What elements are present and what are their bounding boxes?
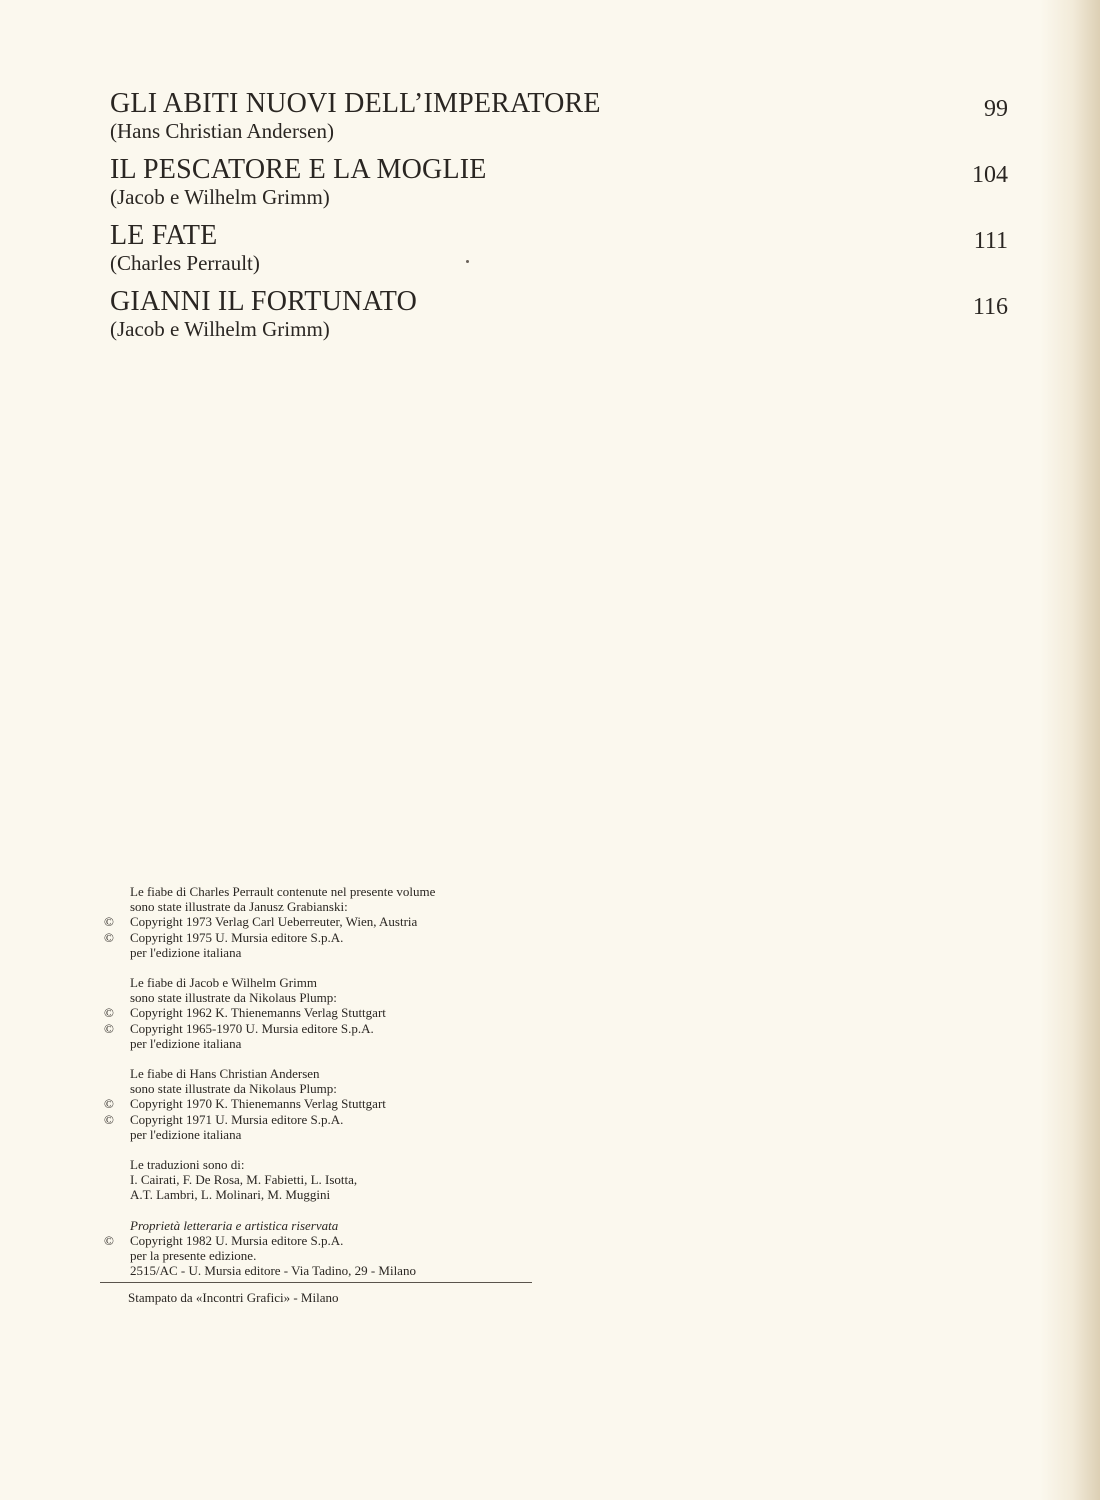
copyright-text: Copyright 1962 K. Thienemanns Verlag Stuttgart [130, 1005, 386, 1021]
copyright-text: Copyright 1965-1970 U. Mursia editore S.p.A. [130, 1020, 374, 1036]
credit-line: I. Cairati, F. De Rosa, M. Fabietti, L. Isotta, [130, 1172, 358, 1188]
credit-line: Le fiabe di Charles Perrault contenute nel presente volume [130, 884, 436, 899]
toc-entry-title: LE FATE [110, 220, 218, 251]
copyright-line [104, 1112, 544, 1127]
copyright-symbol: © [104, 1020, 114, 1036]
credit-line: per l'edizione italiana [130, 1035, 242, 1051]
toc-entry [110, 220, 1010, 286]
copyright-line [104, 914, 544, 929]
toc-entry [110, 88, 1010, 154]
credit-line: per l'edizione italiana [130, 1126, 242, 1142]
toc-entry-page-number: 111 [973, 228, 1008, 254]
toc-entry-title: IL PESCATORE E LA MOGLIE [110, 154, 487, 185]
credits-perrault [104, 884, 544, 960]
toc-entry-author: (Jacob e Wilhelm Grimm) [110, 317, 330, 341]
toc-entry-author: (Hans Christian Andersen) [110, 119, 334, 143]
toc-entry [110, 154, 1010, 220]
toc-entry-page-number: 104 [972, 162, 1008, 188]
rights-block [104, 1218, 544, 1279]
copyright-line [104, 1233, 544, 1248]
toc-entry-page-number: 99 [984, 96, 1008, 122]
credits-grimm [104, 975, 544, 1051]
credit-line: per la presente edizione. [130, 1248, 257, 1264]
copyright-symbol: © [104, 1111, 114, 1127]
copyright-line [104, 1005, 544, 1020]
divider [100, 1282, 532, 1283]
toc-entry-author: (Jacob e Wilhelm Grimm) [110, 185, 330, 209]
copyright-line [104, 930, 544, 945]
credit-line: sono state illustrate da Nikolaus Plump: [130, 1081, 337, 1097]
rights-notice: Proprietà letteraria e artistica riservata [130, 1217, 339, 1233]
page-edge-shadow [1040, 0, 1100, 1500]
toc-entry-page-number: 116 [972, 294, 1008, 320]
copyright-symbol: © [104, 1232, 114, 1248]
copyright-symbol: © [104, 914, 114, 930]
colophon [104, 884, 544, 1306]
publisher-address: 2515/AC - U. Mursia editore - Via Tadino, 29 - Milano [130, 1263, 416, 1279]
copyright-symbol: © [104, 1096, 114, 1112]
credit-line: sono state illustrate da Nikolaus Plump: [130, 990, 337, 1006]
credit-line: per l'edizione italiana [130, 944, 242, 960]
ink-speck [466, 260, 469, 263]
credits-andersen [104, 1066, 544, 1142]
table-of-contents [110, 88, 1010, 352]
credit-line: sono state illustrate da Janusz Grabianski: [130, 899, 348, 915]
copyright-text: Copyright 1975 U. Mursia editore S.p.A. [130, 929, 344, 945]
copyright-text: Copyright 1971 U. Mursia editore S.p.A. [130, 1111, 344, 1127]
credit-line: Le fiabe di Jacob e Wilhelm Grimm [130, 975, 317, 991]
copyright-text: Copyright 1970 K. Thienemanns Verlag Stuttgart [130, 1096, 386, 1112]
printer-credit: Stampato da «Incontri Grafici» - Milano [128, 1290, 339, 1306]
toc-entry-author: (Charles Perrault) [110, 251, 260, 275]
copyright-text: Copyright 1982 U. Mursia editore S.p.A. [130, 1232, 344, 1248]
toc-entry [110, 286, 1010, 352]
copyright-line [104, 1021, 544, 1036]
credits-translators [104, 1157, 544, 1203]
toc-entry-title: GIANNI IL FORTUNATO [110, 286, 417, 317]
credit-line: Le traduzioni sono di: [130, 1157, 245, 1173]
copyright-text: Copyright 1973 Verlag Carl Ueberreuter, Wien, Austria [130, 914, 418, 930]
toc-entry-title: GLI ABITI NUOVI DELL’IMPERATORE [110, 88, 601, 119]
copyright-line [104, 1096, 544, 1111]
credit-line: Le fiabe di Hans Christian Andersen [130, 1066, 320, 1082]
copyright-symbol: © [104, 929, 114, 945]
copyright-symbol: © [104, 1005, 114, 1021]
credit-line: A.T. Lambri, L. Molinari, M. Muggini [130, 1187, 331, 1203]
